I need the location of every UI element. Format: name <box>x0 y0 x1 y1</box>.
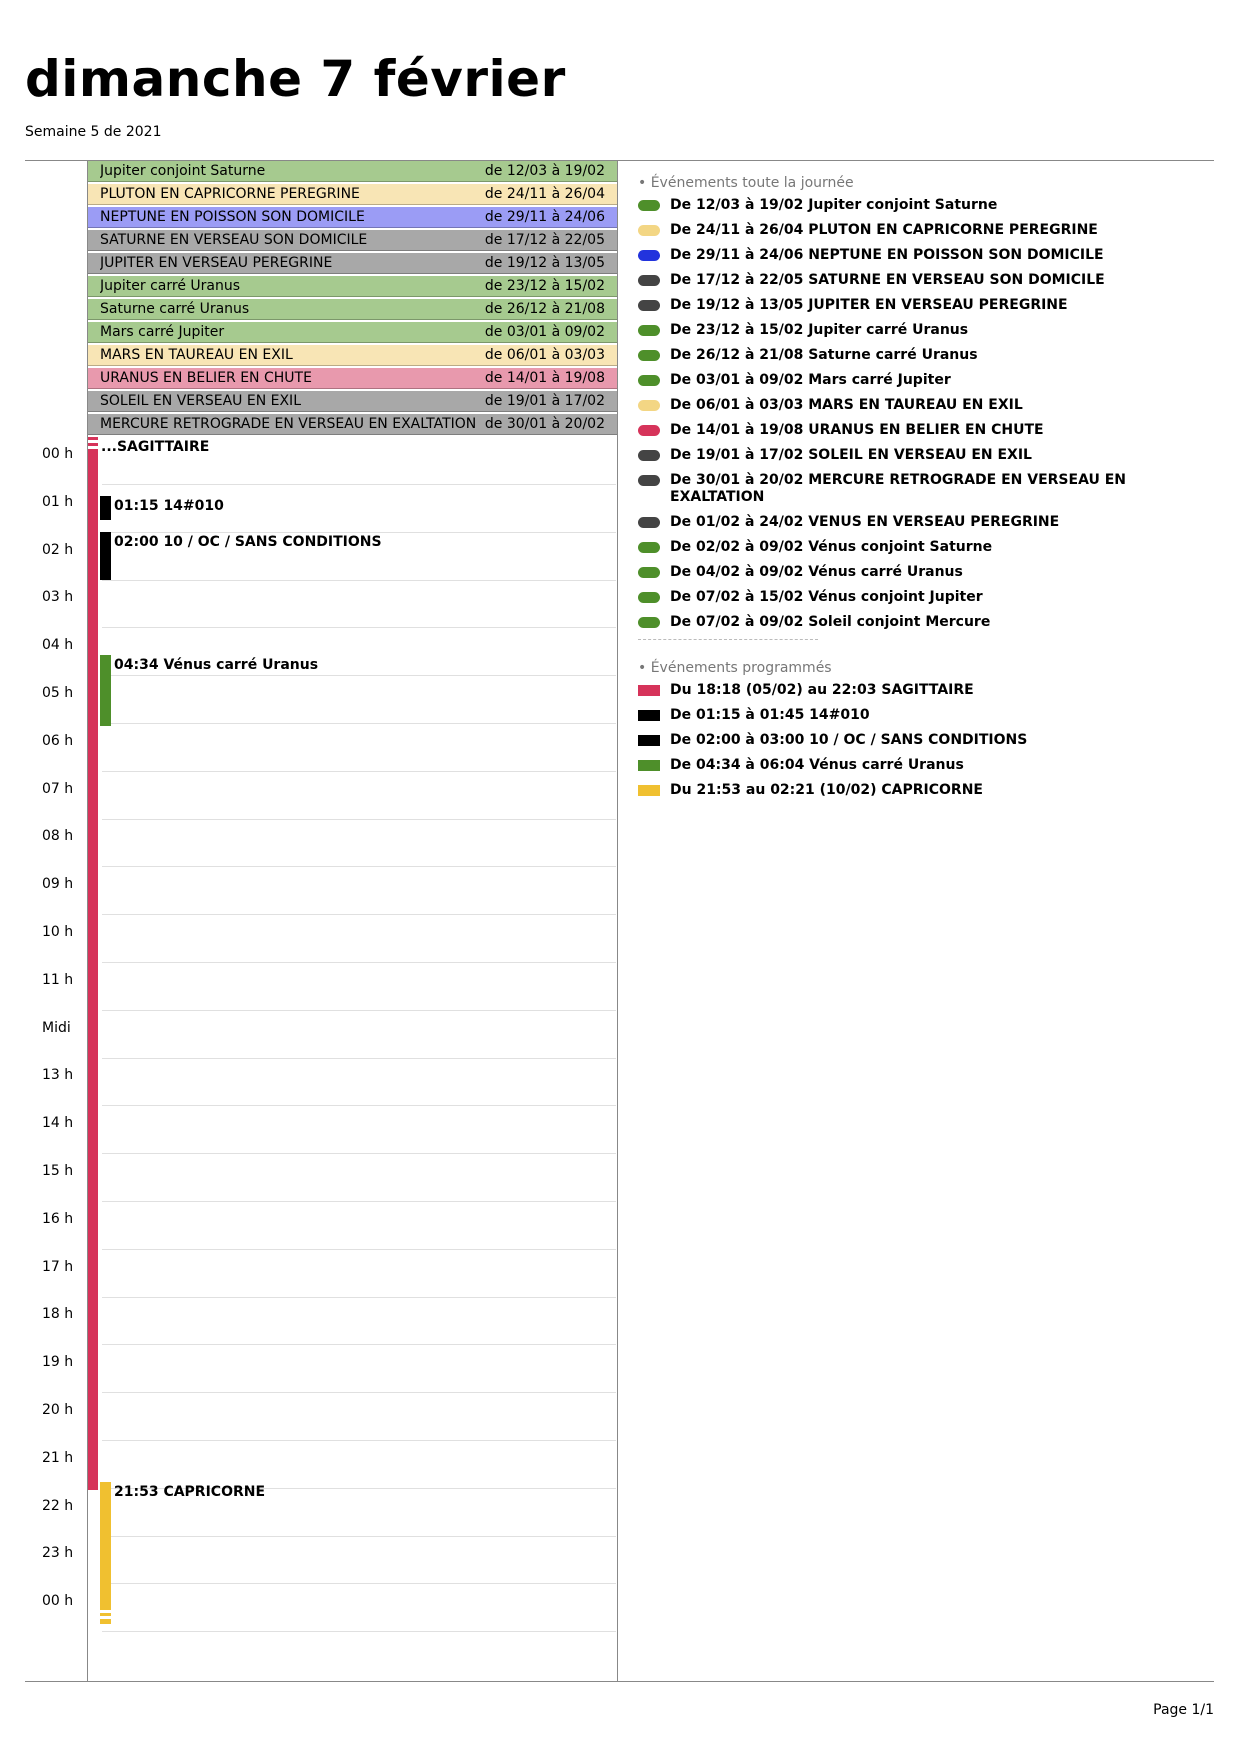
legend-item <box>638 732 1214 749</box>
scheduled-legend-header: • Événements programmés <box>638 660 832 676</box>
allday-event-bar <box>88 391 617 412</box>
hour-gridline <box>102 1105 616 1106</box>
hour-gridline <box>102 1297 616 1298</box>
allday-event-name: PLUTON EN CAPRICORNE PEREGRINE <box>100 186 360 202</box>
hour-gridline <box>102 580 616 581</box>
legend-swatch <box>638 617 660 628</box>
allday-event-bar <box>88 322 617 343</box>
hour-label: 17 h <box>42 1258 74 1275</box>
hour-gridline <box>102 1344 616 1345</box>
allday-event-bar <box>88 368 617 389</box>
hour-label: 22 h <box>42 1497 74 1514</box>
hour-label: 04 h <box>42 637 74 654</box>
timed-event-label[interactable]: 01:15 14#010 <box>114 497 224 514</box>
continuation-marker <box>88 446 98 449</box>
legend-item <box>638 614 1214 631</box>
hour-gridline <box>102 914 616 915</box>
legend-swatch <box>638 350 660 361</box>
legend-item <box>638 347 1214 364</box>
legend-panel <box>638 175 1214 807</box>
hour-gridline <box>102 723 616 724</box>
allday-event-bar <box>88 299 617 320</box>
legend-item-text: De 23/12 à 15/02 Jupiter carré Uranus <box>670 322 969 338</box>
legend-swatch <box>638 760 660 771</box>
allday-event-range: de 06/01 à 03/03 <box>484 347 605 363</box>
legend-item <box>638 539 1214 556</box>
allday-event-bar <box>88 161 617 182</box>
hour-label: Midi <box>42 1019 71 1036</box>
legend-swatch <box>638 400 660 411</box>
hour-gridline <box>102 1058 616 1059</box>
legend-item <box>638 272 1214 289</box>
legend-item-text: De 26/12 à 21/08 Saturne carré Uranus <box>670 347 978 363</box>
legend-item-text: De 02:00 à 03:00 10 / OC / SANS CONDITIONS <box>670 732 1028 748</box>
hour-gridline <box>102 1583 616 1584</box>
continuation-marker <box>100 1610 111 1613</box>
allday-event-name: SATURNE EN VERSEAU SON DOMICILE <box>100 232 368 248</box>
timed-event-bar[interactable] <box>100 496 111 520</box>
hour-label: 02 h <box>42 541 74 558</box>
allday-event-bar <box>88 253 617 274</box>
allday-event-bar <box>88 276 617 297</box>
hour-label: 13 h <box>42 1067 74 1084</box>
legend-swatch <box>638 200 660 211</box>
allday-events <box>88 161 617 437</box>
hour-gridline <box>102 1536 616 1537</box>
allday-event-range: de 24/11 à 26/04 <box>484 186 605 202</box>
legend-swatch <box>638 542 660 553</box>
bottom-divider <box>25 1681 1214 1682</box>
hour-gridline <box>102 962 616 963</box>
allday-event-range: de 14/01 à 19/08 <box>484 370 605 386</box>
legend-swatch <box>638 425 660 436</box>
legend-swatch <box>638 300 660 311</box>
allday-event-name: MERCURE RETROGRADE EN VERSEAU EN EXALTATION <box>100 416 477 432</box>
allday-event-range: de 03/01 à 09/02 <box>484 324 605 340</box>
legend-item-text: De 17/12 à 22/05 SATURNE EN VERSEAU SON DOMICILE <box>670 272 1105 288</box>
legend-item <box>638 782 1214 799</box>
legend-item <box>638 372 1214 389</box>
timed-event-bar[interactable] <box>100 532 111 580</box>
allday-event-range: de 19/12 à 13/05 <box>484 255 605 271</box>
allday-event-name: Jupiter carré Uranus <box>100 278 241 294</box>
allday-event-range: de 17/12 à 22/05 <box>484 232 605 248</box>
legend-item <box>638 707 1214 724</box>
legend-item-text: De 03/01 à 09/02 Mars carré Jupiter <box>670 372 951 388</box>
hour-gridline <box>102 1201 616 1202</box>
allday-event-range: de 29/11 à 24/06 <box>484 209 605 225</box>
legend-swatch <box>638 225 660 236</box>
hour-gridline <box>102 532 616 533</box>
hour-gridline <box>102 1392 616 1393</box>
hour-gridline <box>102 1010 616 1011</box>
allday-event-name: SOLEIL EN VERSEAU EN EXIL <box>100 393 301 409</box>
timed-event-bar[interactable] <box>100 1482 111 1624</box>
legend-item-text: De 24/11 à 26/04 PLUTON EN CAPRICORNE PEREGRINE <box>670 222 1098 238</box>
legend-item-text: De 07/02 à 15/02 Vénus conjoint Jupiter <box>670 589 983 605</box>
legend-item-text: De 19/12 à 13/05 JUPITER EN VERSEAU PEREGRINE <box>670 297 1068 313</box>
legend-item <box>638 222 1214 239</box>
hour-gridline <box>102 771 616 772</box>
legend-swatch <box>638 275 660 286</box>
legend-item-text: Du 21:53 au 02:21 (10/02) CAPRICORNE <box>670 782 983 798</box>
allday-event-range: de 26/12 à 21/08 <box>484 301 605 317</box>
legend-item <box>638 447 1214 464</box>
continuation-marker <box>88 440 98 443</box>
legend-swatch <box>638 475 660 486</box>
hour-label: 19 h <box>42 1354 74 1371</box>
allday-event-name: MARS EN TAUREAU EN EXIL <box>100 347 293 363</box>
legend-swatch <box>638 785 660 796</box>
legend-item <box>638 422 1214 439</box>
hour-label: 00 h <box>42 446 74 462</box>
legend-item <box>638 514 1214 531</box>
timed-event-label[interactable]: 02:00 10 / OC / SANS CONDITIONS <box>114 533 382 550</box>
legend-item <box>638 472 1214 506</box>
hour-gridline <box>102 1440 616 1441</box>
week-subtitle: Semaine 5 de 2021 <box>25 124 162 140</box>
legend-item-text: De 04:34 à 06:04 Vénus carré Uranus <box>670 757 964 773</box>
legend-item <box>638 322 1214 339</box>
legend-item-text: De 02/02 à 09/02 Vénus conjoint Saturne <box>670 539 993 555</box>
legend-swatch <box>638 250 660 261</box>
timed-event-label[interactable]: 04:34 Vénus carré Uranus <box>114 656 319 673</box>
timed-event-label[interactable]: 21:53 CAPRICORNE <box>114 1484 266 1501</box>
legend-item-text: De 06/01 à 03/03 MARS EN TAUREAU EN EXIL <box>670 397 1023 413</box>
continuation-marker <box>100 1616 111 1619</box>
legend-item-text: De 14/01 à 19/08 URANUS EN BELIER EN CHUTE <box>670 422 1044 438</box>
hour-gridline <box>102 1153 616 1154</box>
legend-item-text: De 29/11 à 24/06 NEPTUNE EN POISSON SON DOMICILE <box>670 247 1104 263</box>
legend-swatch <box>638 735 660 746</box>
allday-event-bar <box>88 184 617 205</box>
hour-label: 06 h <box>42 732 74 749</box>
hour-gridline <box>102 627 616 628</box>
allday-event-name: Mars carré Jupiter <box>100 324 225 340</box>
allday-event-name: NEPTUNE EN POISSON SON DOMICILE <box>100 209 365 225</box>
hour-gridline <box>102 675 616 676</box>
hour-label: 03 h <box>42 589 74 606</box>
allday-event-range: de 30/01 à 20/02 <box>484 416 605 432</box>
allday-legend-header: • Événements toute la journée <box>638 175 854 191</box>
hour-label: 08 h <box>42 828 74 845</box>
allday-event-range: de 23/12 à 15/02 <box>484 278 605 294</box>
legend-item-text: De 19/01 à 17/02 SOLEIL EN VERSEAU EN EXIL <box>670 447 1032 463</box>
page-title: dimanche 7 février <box>25 50 566 108</box>
legend-item-text: De 01/02 à 24/02 VENUS EN VERSEAU PEREGRINE <box>670 514 1060 530</box>
legend-swatch <box>638 375 660 386</box>
hour-gridline <box>102 819 616 820</box>
hour-label: 00 h <box>42 1593 74 1610</box>
hour-label: 23 h <box>42 1545 74 1562</box>
allday-event-range: de 12/03 à 19/02 <box>484 163 605 179</box>
legend-swatch <box>638 450 660 461</box>
hour-label: 20 h <box>42 1402 74 1418</box>
legend-swatch <box>638 592 660 603</box>
legend-swatch <box>638 710 660 721</box>
allday-event-bar <box>88 345 617 366</box>
legend-item <box>638 682 1214 699</box>
hour-label: 01 h <box>42 493 74 510</box>
legend-swatch <box>638 685 660 696</box>
legend-item-text: De 07/02 à 09/02 Soleil conjoint Mercure <box>670 614 991 630</box>
legend-item <box>638 757 1214 774</box>
allday-event-name: Saturne carré Uranus <box>100 301 250 317</box>
hour-gridline <box>102 1631 616 1632</box>
hour-label: 07 h <box>42 780 74 797</box>
legend-item-text: Du 18:18 (05/02) au 22:03 SAGITTAIRE <box>670 682 974 698</box>
hour-gridline <box>102 1249 616 1250</box>
hour-label: 05 h <box>42 685 74 701</box>
legend-item <box>638 589 1214 606</box>
legend-item-text: De 04/02 à 09/02 Vénus carré Uranus <box>670 564 963 580</box>
allday-event-name: URANUS EN BELIER EN CHUTE <box>100 370 312 386</box>
hour-label: 15 h <box>42 1163 74 1179</box>
allday-event-name: JUPITER EN VERSEAU PEREGRINE <box>100 255 333 271</box>
timed-event-bar[interactable] <box>88 437 98 1490</box>
hour-label: 11 h <box>42 971 74 988</box>
hour-gridline <box>102 484 616 485</box>
scheduled-legend-list <box>638 682 1214 799</box>
hour-label: 21 h <box>42 1449 74 1466</box>
page-number: Page 1/1 <box>1153 1702 1214 1718</box>
allday-event-name: Jupiter conjoint Saturne <box>100 163 266 179</box>
legend-item-text: De 30/01 à 20/02 MERCURE RETROGRADE EN VERSEAU EN EXALTATION <box>670 472 1126 505</box>
legend-item <box>638 197 1214 214</box>
allday-legend-list <box>638 197 1214 631</box>
allday-event-bar <box>88 207 617 228</box>
allday-event-bar <box>88 230 617 251</box>
legend-item-text: De 12/03 à 19/02 Jupiter conjoint Saturne <box>670 197 998 213</box>
hour-gridline <box>102 866 616 867</box>
allday-event-range: de 19/01 à 17/02 <box>484 393 605 409</box>
hour-label: 09 h <box>42 876 74 893</box>
timed-event-label[interactable]: ...SAGITTAIRE <box>101 439 210 455</box>
legend-item <box>638 247 1214 264</box>
legend-swatch <box>638 325 660 336</box>
legend-item <box>638 397 1214 414</box>
legend-swatch <box>638 517 660 528</box>
legend-item <box>638 564 1214 581</box>
timed-event-bar[interactable] <box>100 655 111 727</box>
hour-label: 16 h <box>42 1210 74 1227</box>
legend-item-text: De 01:15 à 01:45 14#010 <box>670 707 870 723</box>
legend-swatch <box>638 567 660 578</box>
hour-label: 18 h <box>42 1306 74 1323</box>
allday-event-bar <box>88 414 617 435</box>
legend-divider <box>638 639 818 640</box>
hour-label: 14 h <box>42 1115 74 1132</box>
legend-item <box>638 297 1214 314</box>
hour-label: 10 h <box>42 924 74 940</box>
